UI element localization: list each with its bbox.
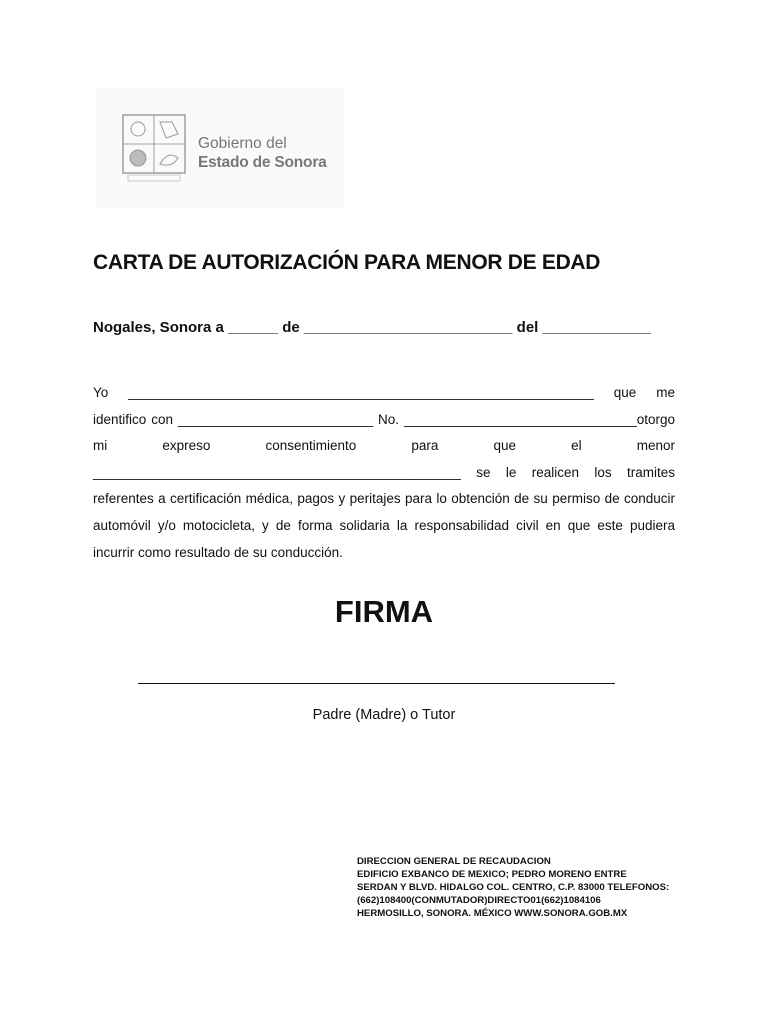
address-line: (662)108400(CONMUTADOR)DIRECTO01(662)1084106 (357, 895, 601, 906)
signature-line (138, 683, 615, 684)
address-line: SERDAN Y BLVD. HIDALGO COL. CENTRO, C.P. 83000 TELEFONOS: (357, 882, 670, 893)
footer-address (357, 855, 669, 920)
government-logo (96, 88, 344, 208)
authorization-body: Yo ______________________________________________________________ que me identifico con __________________________ No. _______________________________otorgo mi expreso consentimiento para que el menor _________________________________________________ se le realicen los tramites referentes a certificación médica, pagos y peritajes para lo obtención de su permiso de conducir automóvil y/o motocicleta, y de forma solidaria la responsabilidad civil en que este pudiera incurrir como resultado de su conducción. (93, 385, 675, 560)
signature-caption: Padre (Madre) o Tutor (312, 707, 456, 723)
place-date-line: Nogales, Sonora a ______ de _________________________ del _____________ (93, 319, 651, 336)
signature-heading: FIRMA (334, 594, 434, 629)
logo-text (198, 134, 327, 172)
logo-line-1: Gobierno del (198, 135, 287, 152)
coat-of-arms-icon (122, 114, 186, 182)
document-title: CARTA DE AUTORIZACIÓN PARA MENOR DE EDAD (93, 251, 601, 274)
address-line: HERMOSILLO, SONORA. MÉXICO WWW.SONORA.GOB.MX (357, 908, 628, 919)
address-line: EDIFICIO EXBANCO DE MEXICO; PEDRO MORENO ENTRE (357, 869, 627, 880)
address-line: DIRECCION GENERAL DE RECAUDACION (357, 856, 551, 867)
logo-line-2: Estado de Sonora (198, 154, 327, 171)
